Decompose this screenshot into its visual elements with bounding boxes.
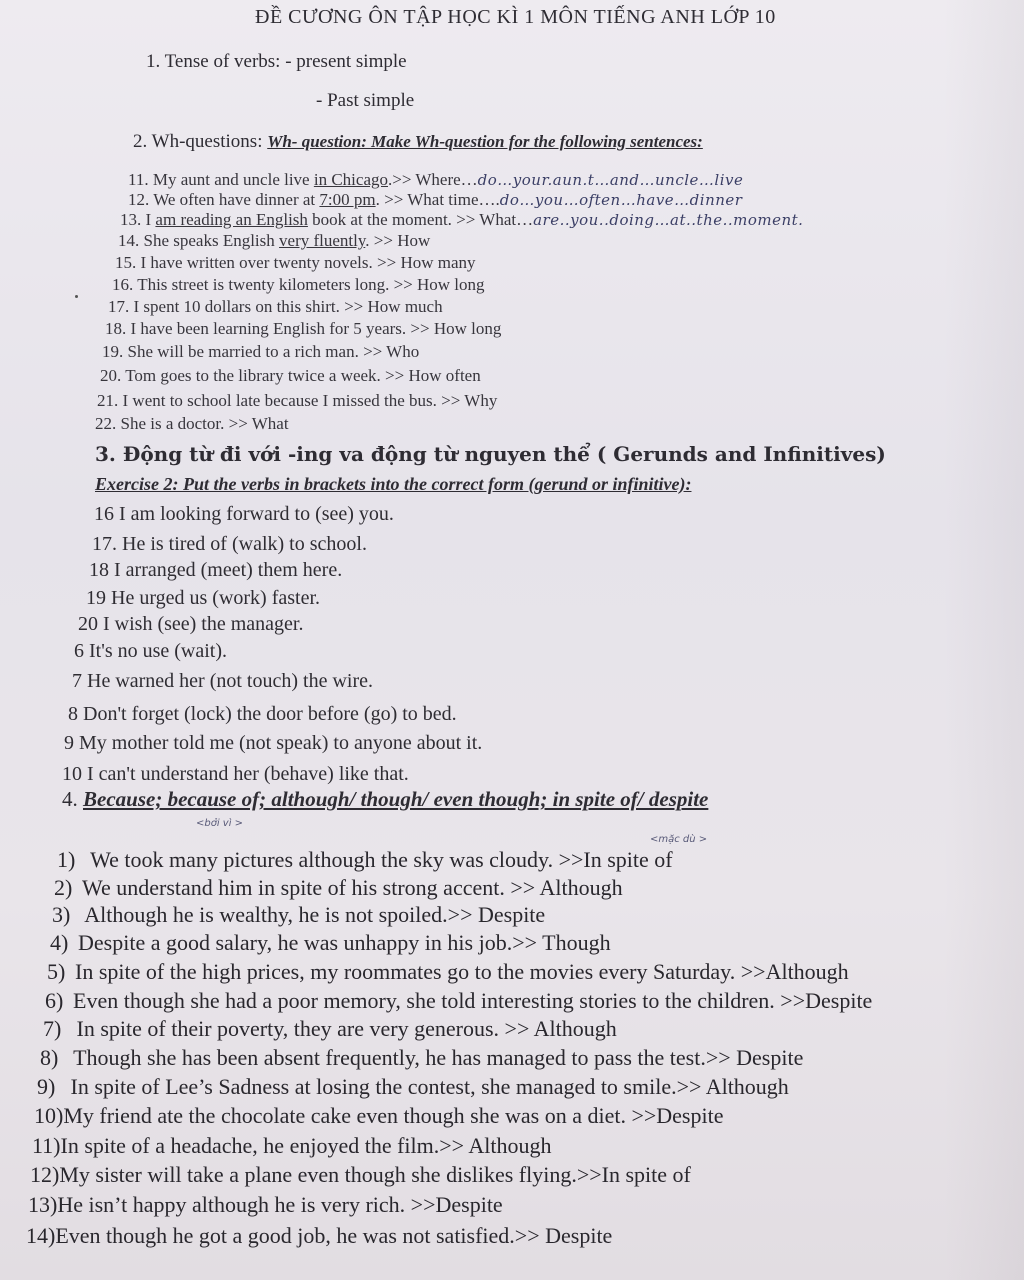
question-13: 13. I am reading an English book at the moment. >> What…are..you..doing…at..the..moment. bbox=[120, 210, 804, 229]
question-16: 16. This street is twenty kilometers long. >> How long bbox=[112, 275, 485, 294]
gerund-item: 9 My mother told me (not speak) to anyone about it. bbox=[64, 732, 483, 754]
gerund-item: 17. He is tired of (walk) to school. bbox=[92, 533, 367, 555]
question-15: 15. I have written over twenty novels. >> How many bbox=[115, 253, 476, 272]
section2-instruction: Wh- question: Make Wh-question for the following sentences: bbox=[267, 132, 703, 151]
stray-mark bbox=[75, 295, 78, 298]
section2-heading bbox=[133, 131, 703, 153]
conjunction-item: 7) In spite of their poverty, they are very generous. >> Although bbox=[43, 1016, 617, 1041]
handwritten-note: <bởi vì > bbox=[196, 818, 244, 829]
conjunction-item: 6) Even though she had a poor memory, she told interesting stories to the children. >>Despite bbox=[45, 988, 873, 1013]
conjunction-item: 14)Even though he got a good job, he was not satisfied.>> Despite bbox=[26, 1223, 613, 1248]
gerund-item: 7 He warned her (not touch) the wire. bbox=[72, 670, 373, 692]
gerund-item: 20 I wish (see) the manager. bbox=[78, 613, 304, 635]
handwritten-answer: are..you..doing…at..the..moment. bbox=[533, 211, 804, 229]
question-19: 19. She will be married to a rich man. >> Who bbox=[102, 342, 420, 361]
section1-label: 1. Tense of verbs: - present simple bbox=[146, 51, 407, 72]
question-11: 11. My aunt and uncle live in Chicago.>> Where…do…your.aun.t…and…uncle…live bbox=[128, 170, 744, 189]
question-20: 20. Tom goes to the library twice a week. >> How often bbox=[100, 366, 481, 385]
question-14: 14. She speaks English very fluently. >> How bbox=[118, 231, 431, 250]
conjunction-item: 1) We took many pictures although the sky was cloudy. >>In spite of bbox=[57, 847, 673, 872]
exercise2-instruction: Exercise 2: Put the verbs in brackets into the correct form (gerund or infinitive): bbox=[95, 474, 692, 494]
section1-sub: - Past simple bbox=[316, 90, 415, 111]
question-12: 12. We often have dinner at 7:00 pm. >> What time….do…you…often…have…dinner bbox=[128, 190, 743, 209]
gerund-item: 8 Don't forget (lock) the door before (go) to bed. bbox=[68, 703, 457, 725]
gerund-item: 16 I am looking forward to (see) you. bbox=[94, 503, 394, 525]
conjunction-item: 13)He isn’t happy although he is very rich. >>Despite bbox=[28, 1192, 503, 1217]
conjunction-item: 9) In spite of Lee’s Sadness at losing the contest, she managed to smile.>> Although bbox=[37, 1074, 789, 1099]
conjunction-item: 12)My sister will take a plane even though she dislikes flying.>>In spite of bbox=[30, 1162, 691, 1187]
section4-title: Because; because of; although/ though/ even though; in spite of/ despite bbox=[83, 787, 709, 811]
section3-heading: 3. Động từ đi với -ing va động từ nguyen thể ( Gerunds and Infinitives) bbox=[95, 442, 886, 466]
gerund-item: 18 I arranged (meet) them here. bbox=[89, 559, 343, 581]
conjunction-item: 4) Despite a good salary, he was unhappy in his job.>> Though bbox=[50, 930, 611, 955]
conjunction-item: 3) Although he is wealthy, he is not spoiled.>> Despite bbox=[52, 902, 546, 927]
gerund-item: 6 It's no use (wait). bbox=[74, 640, 228, 662]
question-22: 22. She is a doctor. >> What bbox=[95, 414, 289, 433]
page-shadow bbox=[944, 0, 1024, 1280]
conjunction-item: 11)In spite of a headache, he enjoyed the film.>> Although bbox=[32, 1133, 552, 1158]
question-17: 17. I spent 10 dollars on this shirt. >> How much bbox=[108, 297, 443, 316]
handwritten-note: <mặc dù > bbox=[650, 834, 708, 845]
gerund-item: 10 I can't understand her (behave) like that. bbox=[62, 763, 409, 785]
page-title: ĐỀ CƯƠNG ÔN TẬP HỌC KÌ 1 MÔN TIẾNG ANH LỚP 10 bbox=[255, 6, 776, 28]
conjunction-item: 8) Though she has been absent frequently, he has managed to pass the test.>> Despite bbox=[40, 1045, 804, 1070]
conjunction-item: 2) We understand him in spite of his strong accent. >> Although bbox=[54, 875, 623, 900]
handwritten-answer: do…you…often…have…dinner bbox=[499, 191, 743, 209]
conjunction-item: 5) In spite of the high prices, my roommates go to the movies every Saturday. >>Although bbox=[47, 959, 849, 984]
section4-heading: 4. Because; because of; although/ though/ even though; in spite of/ despite bbox=[62, 787, 709, 811]
gerund-item: 19 He urged us (work) faster. bbox=[86, 587, 321, 609]
question-21: 21. I went to school late because I missed the bus. >> Why bbox=[97, 391, 498, 410]
conjunction-item: 10)My friend ate the chocolate cake even though she was on a diet. >>Despite bbox=[34, 1103, 724, 1128]
question-18: 18. I have been learning English for 5 years. >> How long bbox=[105, 319, 502, 338]
section2-label: 2. Wh-questions: bbox=[133, 131, 268, 152]
handwritten-answer: do…your.aun.t…and…uncle…live bbox=[477, 171, 744, 189]
